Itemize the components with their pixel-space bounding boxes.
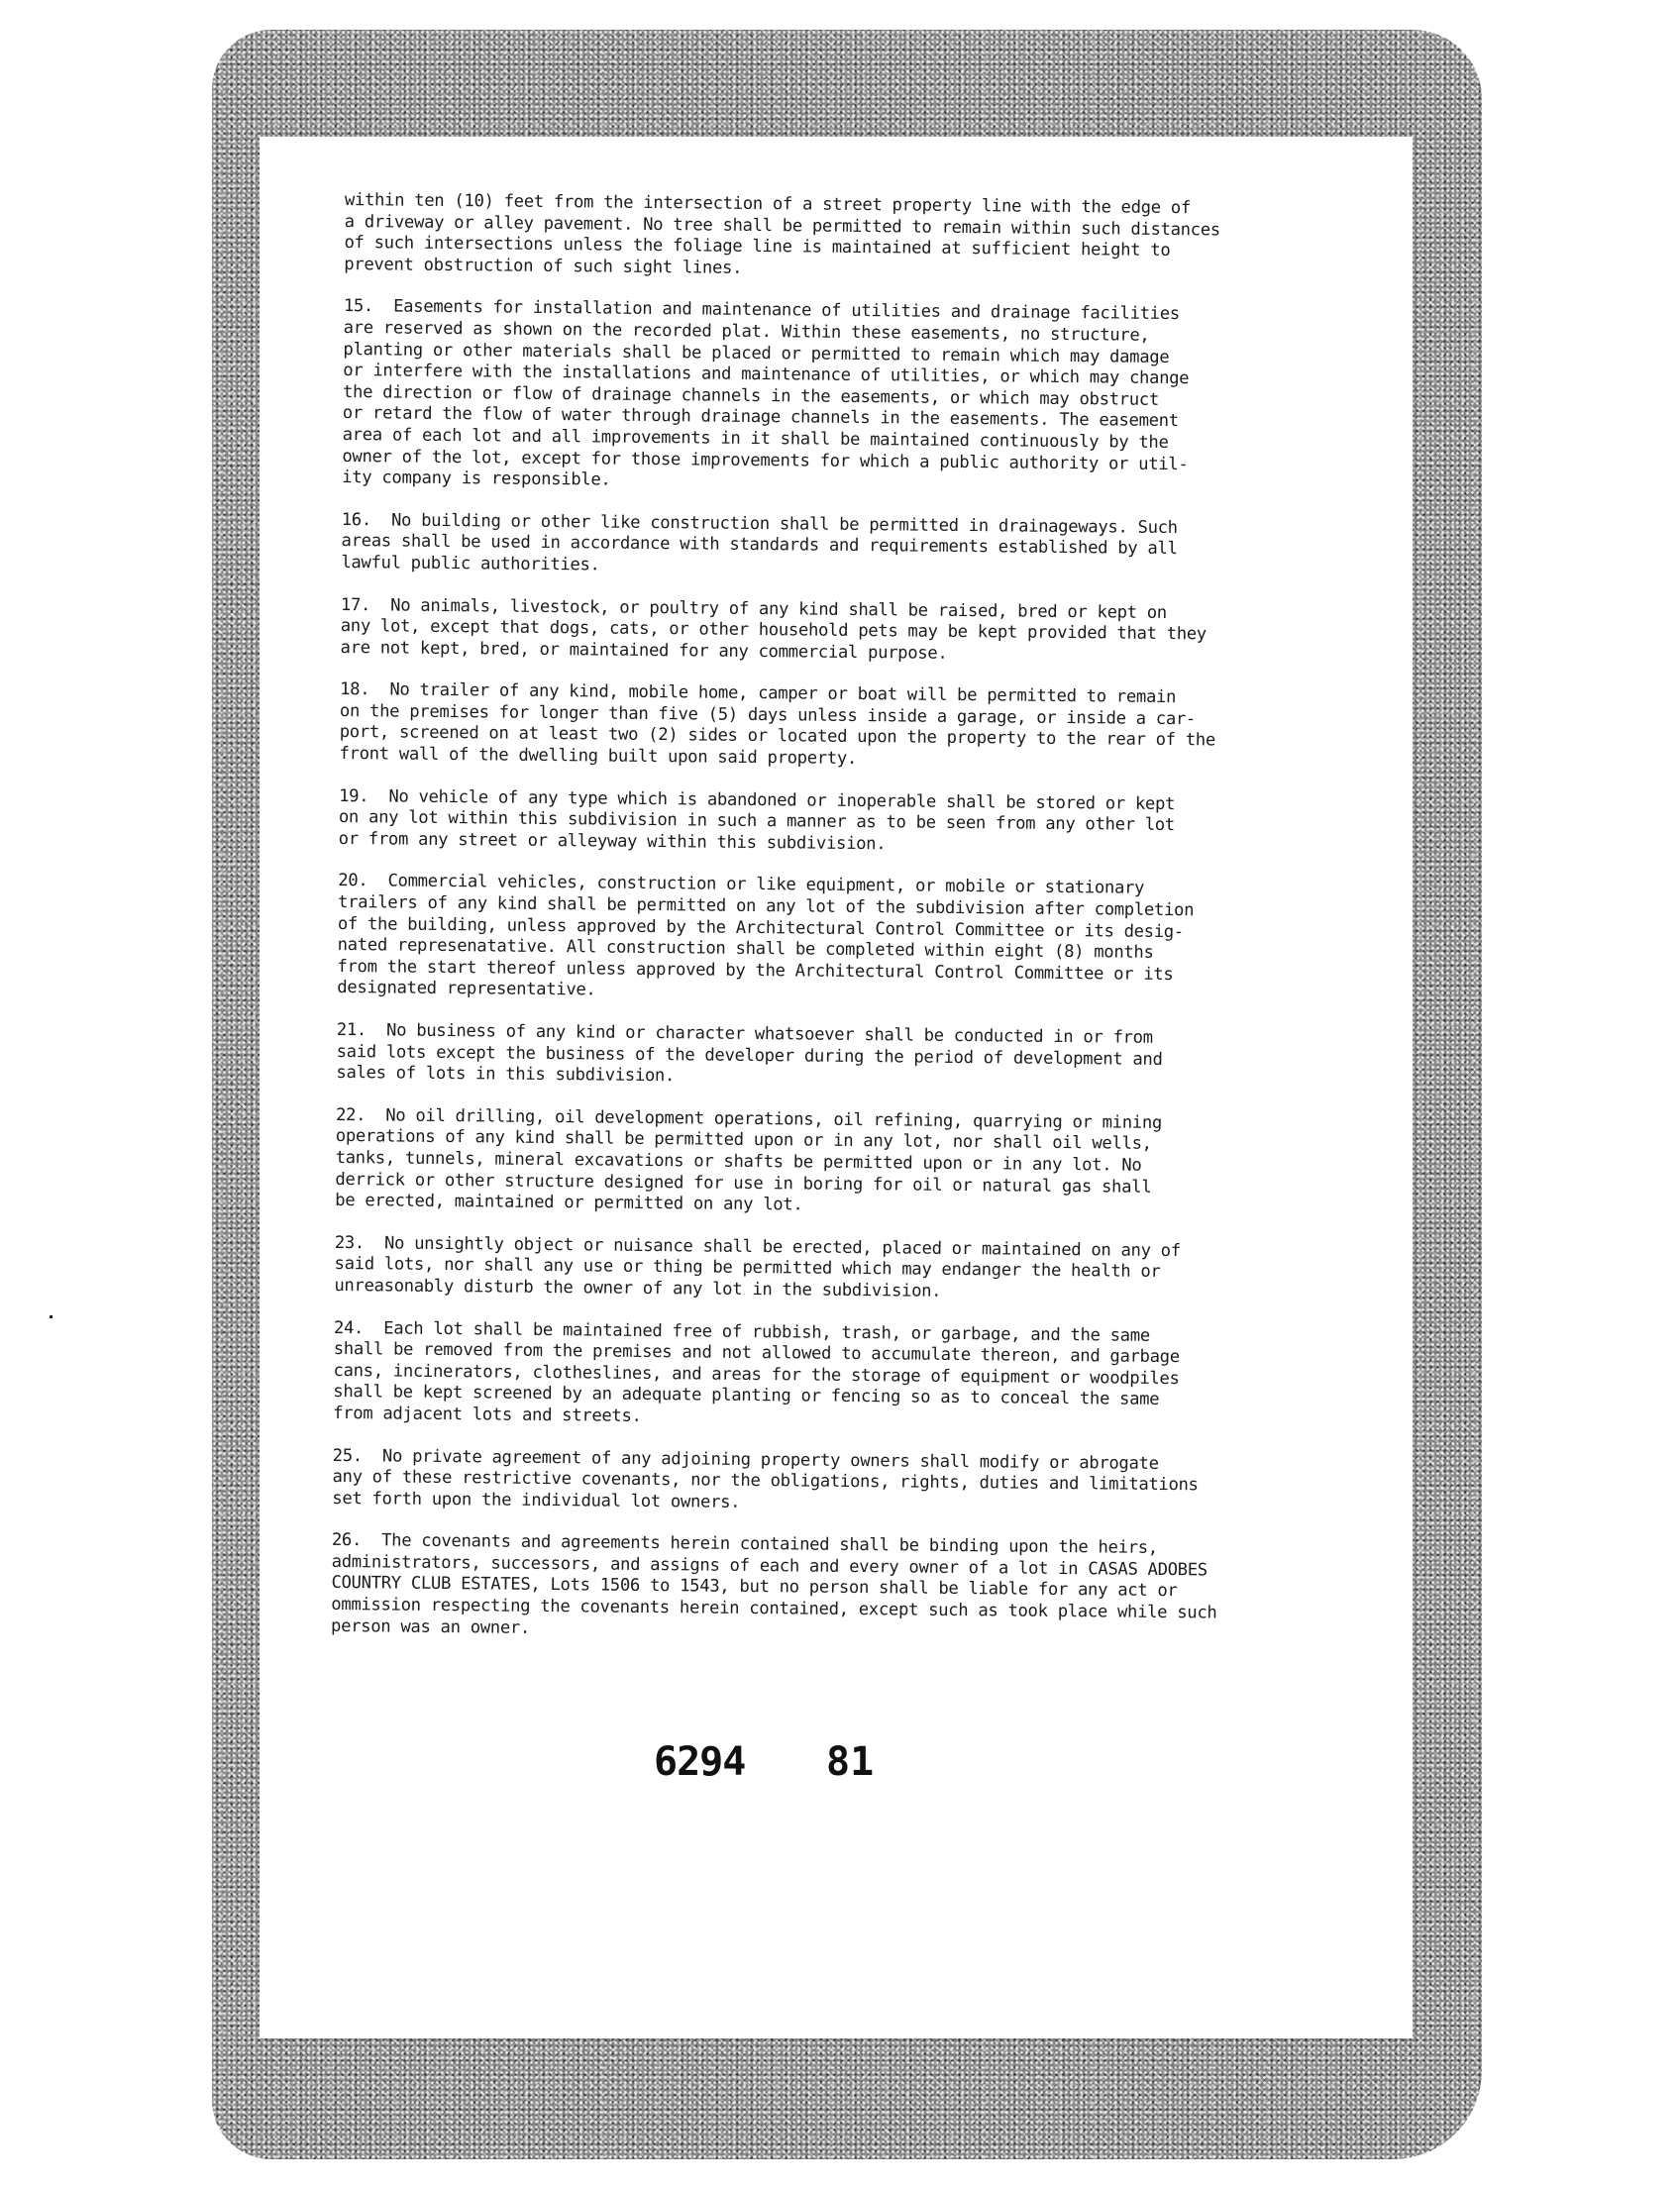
docket-number: 6294 [654,1739,746,1785]
paragraph-26: 26. The covenants and agreements herein contained shall be binding upon the heirs, administrators, successors, and assigns of each and every owner of a lot in CASAS ADOBES COUNTRY CLUB ESTATES, Lots 1506 to 1543, but no person shall be liable for any act or ommission respecting the covenants herein contained, except such as took place while such person was an owner. [330,1530,1217,1638]
paragraph-25: 25. No private agreement of any adjoining property owners shall modify or abrogate any of these restrictive covenants, nor the obligations, rights, duties and limitations set forth upon the individual lot owners. [332,1445,1199,1512]
stray-mark [50,1315,52,1318]
paragraph-20: 20. Commercial vehicles, construction or like equipment, or mobile or stationary trailers of any kind shall be permitted on any lot of the subdivision after completion of the building, unless approved by the Architectural Control Committee or its desig- nated represenatative. All construction shall be completed within eight (8) months from the start thereof unless approved by the Architectural Control Committee or its designated representative. [337,871,1195,1000]
paragraph-16: 16. No building or other like construction shall be permitted in drainageways. Such areas shall be used in accordance with standards and requirements established by all lawful public authorities. [341,509,1178,575]
paragraph-22: 22. No oil drilling, oil development operations, oil refining, quarrying or mining operations of any kind shall be permitted upon or in any lot, nor shall oil wells, tanks, tunnels, mineral excavations or shafts be permitted upon or in any lot. No derrick or other structure designed for use in boring for oil or natural gas shall be erected, maintained or permitted on any lot. [335,1104,1163,1215]
paragraph-18: 18. No trailer of any kind, mobile home, camper or boat will be permitted to remain on the premises for longer than five (5) days unless inside a garage, or inside a car- port, screened on at least two (2) sides or located upon the property to the rear of the front wall of the dwelling built upon said property. [339,679,1216,770]
paragraph-15: 15. Easements for installation and maintenance of utilities and drainage facilities are reserved as shown on the recorded plat. Within these easements, no structure, planting or other materials shall be placed or permitted to remain which may damage or interfere with the installations and maintenance of utilities, or which may change the direction or flow of drainage channels in the easements, or which may obstruct or retard the flow of water through drainage channels in the easements. The easement area of each lot and all improvements in it shall be maintained continuously by the owner of the lot, except for those improvements for which a public authority or util- ity company is responsible. [342,296,1190,490]
paragraph-17: 17. No animals, livestock, or poultry of any kind shall be raised, bred or kept on any lot, except that dogs, cats, or other household pets may be kept provided that they are not kept, bred, or maintained for any commercial purpose. [340,594,1207,664]
paragraph-19: 19. No vehicle of any type which is abandoned or inoperable shall be stored or kept on any lot within this subdivision in such a manner as to be seen from any other lot or from any street or alleyway within this subdivision. [338,785,1176,855]
covenants-text [331,190,1345,1668]
paragraph-23: 23. No unsightly object or nuisance shall be erected, placed or maintained on any of said lots, nor shall any use or thing be permitted which may endanger the health or unreasonably disturb the owner of any lot in the subdivision. [334,1232,1181,1302]
page-number: 81 [826,1739,875,1785]
paragraph-21: 21. No business of any kind or character whatsoever shall be conducted in or from said lots except the business of the developer during the period of development and sales of lots in this subdivision. [336,1019,1163,1087]
paragraph-14-continuation: within ten (10) feet from the intersection of a street property line with the edge of a driveway or alley pavement. No tree shall be permitted to remain within such distances of such intersections unless the foliage line is maintained at sufficient height to prevent obstruction of such sight lines. [344,190,1220,278]
paragraph-24: 24. Each lot shall be maintained free of rubbish, trash, or garbage, and the same shall be removed from the premises and not allowed to accumulate thereon, and garbage cans, incinerators, clotheslines, and areas for the storage of equipment or woodpiles shall be kept screened by an adequate planting or fencing so as to conceal the same from adjacent lots and streets. [333,1317,1180,1426]
